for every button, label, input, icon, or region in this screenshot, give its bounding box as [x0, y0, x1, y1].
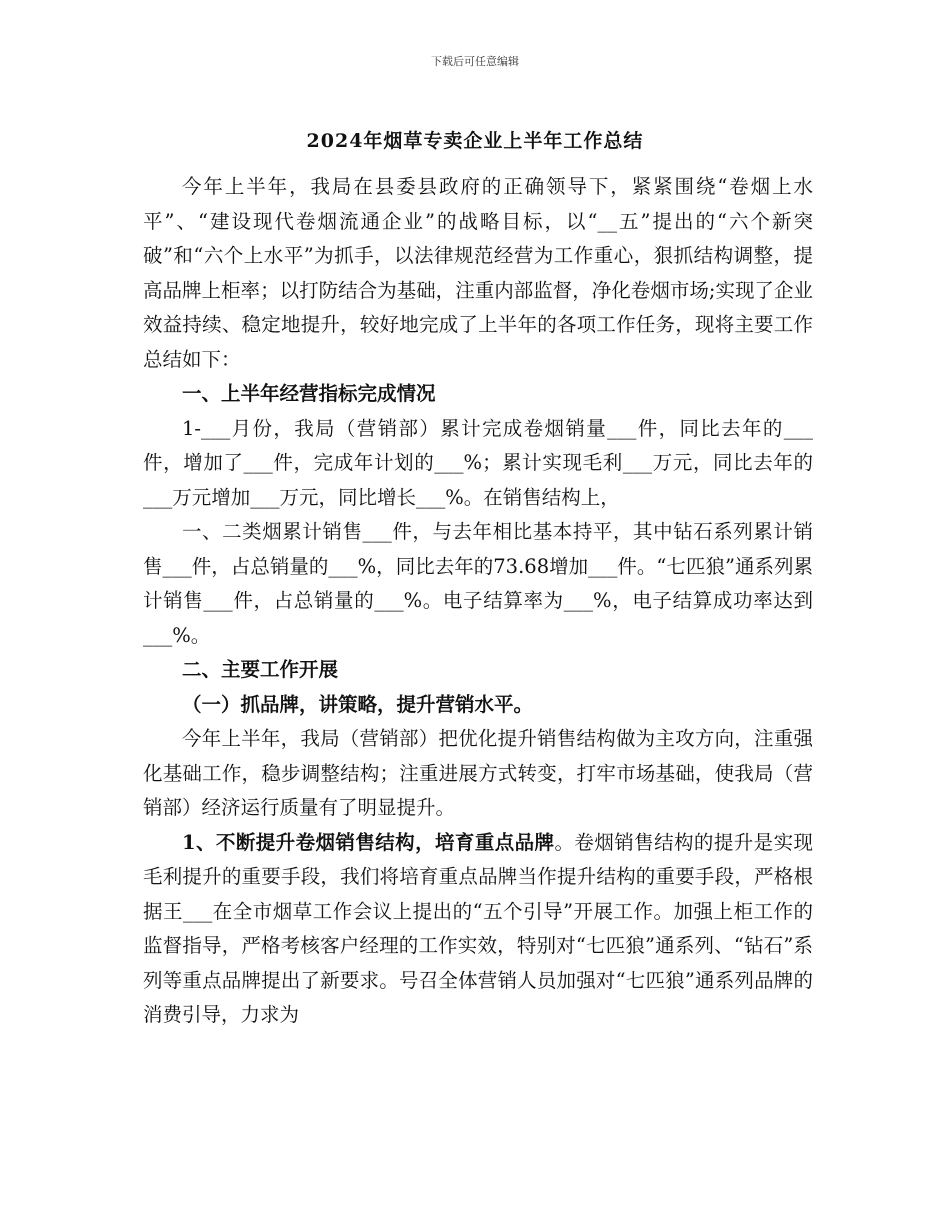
document-body — [143, 170, 813, 1033]
section-heading-1: 一、上半年经营指标完成情况 — [182, 382, 436, 405]
item-paragraph-1 — [143, 826, 813, 1033]
subsection-paragraph-1: 今年上半年，我局（营销部）把优化提升销售结构做为主攻方向，注重强化基础工作，稳步调整结构；注重进展方式转变，打牢市场基础，使我局（营销部）经济运行质量有了明显提升。 — [143, 727, 813, 819]
intro-paragraph: 今年上半年，我局在县委县政府的正确领导下，紧紧围绕“卷烟上水平”、“建设现代卷烟流通企业”的战略目标，以“__五”提出的“六个新突破”和“六个上水平”为抓手，以法律规范经营为工作重心，狠抓结构调整，提高品牌上柜率；以打防结合为基础，注重内部监督，净化卷烟市场;实现了企业效益持续、稳定地提升，较好地完成了上半年的各项工作任务，现将主要工作总结如下： — [143, 175, 813, 371]
item-lead-text: 1、不断提升卷烟销售结构，培育重点品牌 — [182, 830, 555, 854]
document-title: 2024年烟草专卖企业上半年工作总结 — [306, 130, 644, 152]
subsection-heading-1: （一）抓品牌，讲策略，提升营销水平。 — [182, 692, 534, 716]
section-heading-2: 二、主要工作开展 — [182, 658, 339, 681]
sales-summary-paragraph: 1-___月份，我局（营销部）累计完成卷烟销量___件，同比去年的___件，增加了___件，完成年计划的___%；累计实现毛利___万元，同比去年的___万元增加___万元，同比增长___%。在销售结构上， — [143, 416, 813, 509]
item-body-text: 。卷烟销售结构的提升是实现毛利提升的重要手段，我们将培育重点品牌当作提升结构的重要手段，严格根据王___在全市烟草工作会议上提出的“五个引导”开展工作。加强上柜工作的监督指导，严格考核客户经理的工作实效，特别对“七匹狼”通系列、“钻石”系列等重点品牌提出了新要求。号召全体营销人员加强对“七匹狼”通系列品牌的消费引导，力求为 — [143, 830, 813, 1026]
sales-structure-paragraph: 一、二类烟累计销售___件，与去年相比基本持平，其中钻石系列累计销售___件，占总销量的___%，同比去年的73.68增加___件。“七匹狼”通系列累计销售___件，占总销量的___%。电子结算率为___%，电子结算成功率达到___%。 — [143, 520, 813, 647]
page-header-note: 下载后可任意编辑 — [431, 55, 519, 68]
